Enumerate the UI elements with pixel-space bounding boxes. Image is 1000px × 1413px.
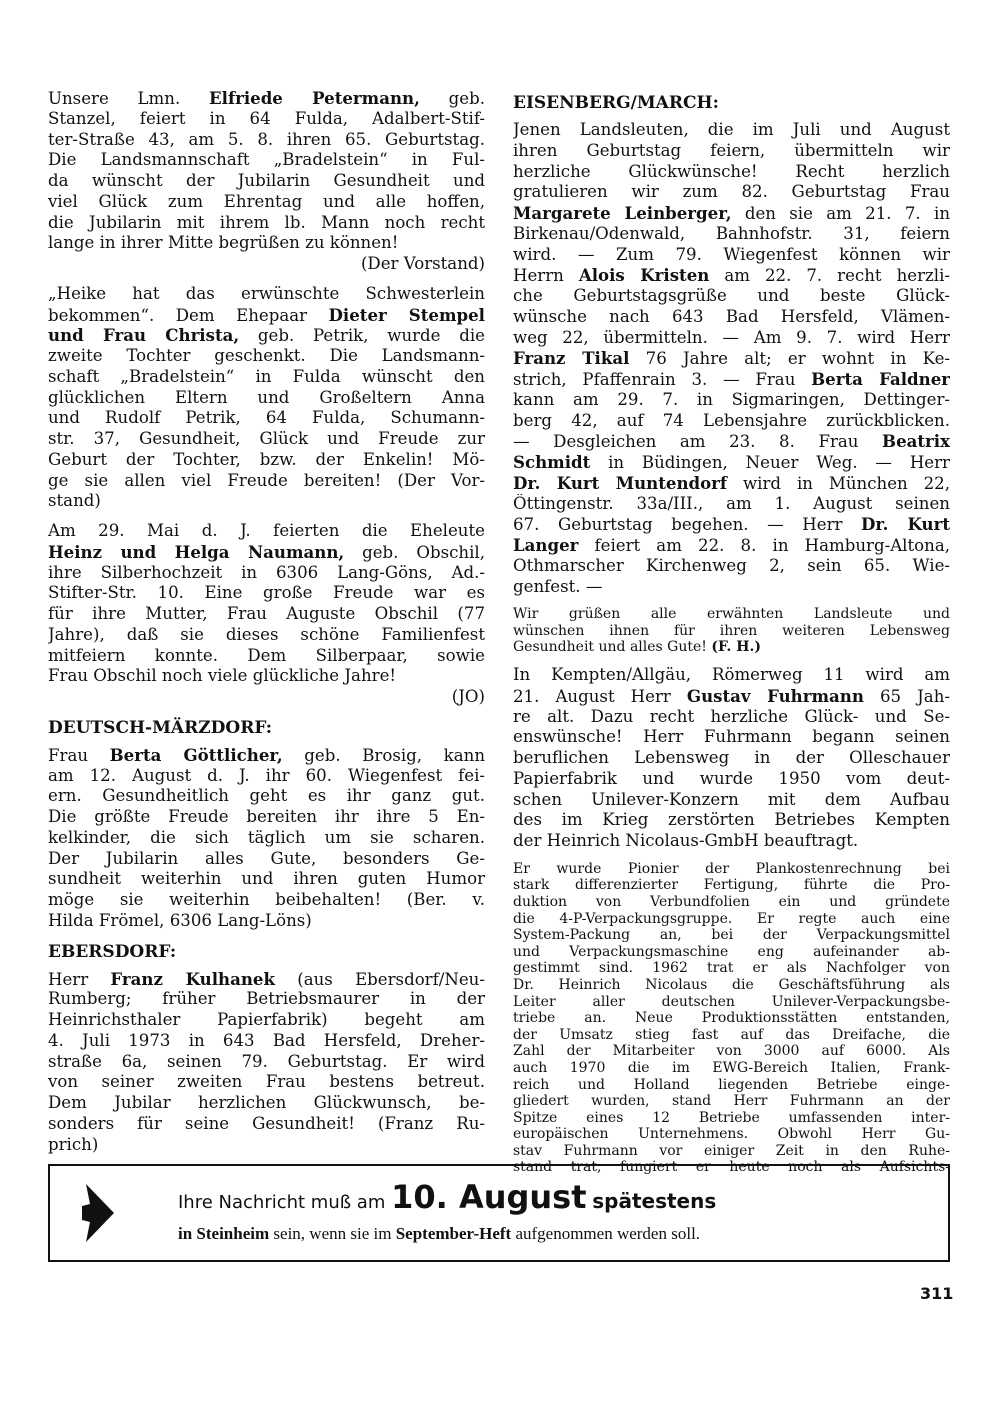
text-line: ge sie allen viel Freude bereiten! (Der Vor- <box>48 470 485 490</box>
name-highlight: und Frau Christa, <box>48 325 240 346</box>
text-line: wünsche nach 643 Bad Hersfeld, Vlämen- <box>513 306 950 326</box>
name-highlight: Franz Tikal <box>513 348 630 369</box>
name-highlight: Dr. Kurt Muntendorf <box>513 472 728 493</box>
section-heading: EISENBERG/MARCH: <box>513 93 719 113</box>
text-line: Der Jubilarin alles Gute, besonders Ge- <box>48 848 485 868</box>
text-line: ihren Geburtstag feiern, übermitteln wir <box>513 140 950 160</box>
text-line: Herr Franz Kulhanek (aus Ebersdorf/Neu- <box>48 968 485 989</box>
text-line: die Jubilarin mit ihrem lb. Mann noch recht <box>48 212 485 232</box>
text-line: genfest. — <box>513 576 603 596</box>
text-line: gestimmt sind. 1962 trat er als Nachfolger von <box>513 960 950 977</box>
text-line: Langer feiert am 22. 8. in Hamburg-Altona, <box>513 535 950 555</box>
text-line: „Heike hat das erwünschte Schwesterlein <box>48 283 485 303</box>
text-line: enswünsche! Herr Fuhrmann begann seinen <box>513 727 950 747</box>
arrow-right-icon <box>80 1182 116 1244</box>
paragraph <box>48 284 485 512</box>
text-line: — Desgleichen am 23. 8. Frau Beatrix <box>513 431 950 452</box>
text-line: von seiner zweiten Frau bestens betreut. <box>48 1072 485 1092</box>
text-line: berg 42, auf 74 Lebensjahre zurückblicken. <box>513 410 950 430</box>
page-number: 311 <box>920 1284 954 1303</box>
text-line: lange in ihrer Mitte begrüßen zu können! <box>48 233 399 253</box>
section-heading: EBERSDORF: <box>48 941 177 962</box>
notice-date: 10. August <box>391 1178 587 1216</box>
text-line: mitfeiern konnte. Dem Silberpaar, sowie <box>48 645 485 665</box>
text-line: Leiter aller deutschen Unilever-Verpackungsbe- <box>513 993 950 1010</box>
text-line: gliedert wurden, stand Herr Fuhrmann an der <box>513 1093 950 1110</box>
text-line: Jahre), daß sie dieses schöne Familienfest <box>48 624 485 644</box>
paragraph <box>48 521 485 708</box>
text-line: Papierfabrik und wurde 1950 vom deut- <box>513 768 950 788</box>
text-line: auch 1970 die im EWG-Bereich Italien, Frank- <box>513 1059 950 1076</box>
text-line: reich und Holland liegenden Betriebe einge- <box>513 1076 950 1093</box>
text-line: Frau Obschil noch viele glückliche Jahre! <box>48 666 397 686</box>
name-highlight: Heinz und Helga Naumann, <box>48 541 345 562</box>
name-highlight: (F. H.) <box>711 639 761 656</box>
text-line: Er wurde Pionier der Plankostenrechnung bei <box>513 860 950 877</box>
text-line: Geburt der Tochter, bzw. der Enkelin! Mö- <box>48 449 485 469</box>
text-line: gratulieren wir zum 82. Geburtstag Frau <box>513 182 950 202</box>
text-line: am 12. August d. J. ihr 60. Wiegenfest fei- <box>48 765 485 785</box>
text-line: In Kempten/Allgäu, Römerweg 11 wird am <box>513 665 950 685</box>
paragraph <box>48 88 485 275</box>
text-line: stav Fuhrmann vor einiger Zeit in den Ruhe- <box>513 1142 950 1159</box>
text-line: und Verpackungsmaschine eng aufeinander ab- <box>513 943 950 960</box>
text-line: kann am 29. 7. in Sigmaringen, Dettinger- <box>513 389 950 409</box>
text-line: Wir grüßen alle erwähnten Landsleute und <box>513 606 950 623</box>
text-line: die 4-P-Verpackungsgruppe. Er regte auch eine <box>513 910 950 927</box>
name-highlight: Elfriede Petermann, <box>209 88 420 108</box>
text-line: da wünscht der Jubilarin Gesundheit und <box>48 171 485 190</box>
text-line: zweite Tochter geschenkt. Die Landsmann- <box>48 346 485 365</box>
text-line: Heinz und Helga Naumann, geb. Obschil, <box>48 541 485 562</box>
name-highlight: Dieter Stempel <box>328 304 485 325</box>
text-line: bekommen“. Dem Ehepaar Dieter Stempel <box>48 304 485 325</box>
text-line: re alt. Dazu recht herzliche Glück- und Se- <box>513 706 950 726</box>
text-line: der Umsatz stieg fast auf das Dreifache, die <box>513 1026 950 1043</box>
text-line: Hilda Frömel, 6306 Lang-Löns) <box>48 910 312 930</box>
notice-text: sein, wenn sie im <box>273 1224 392 1243</box>
notice-line-1 <box>178 1178 716 1216</box>
text-line: sonders für seine Gesundheit! (Franz Ru- <box>48 1113 485 1133</box>
text-line: Margarete Leinberger, den sie am 21. 7. in <box>513 203 950 223</box>
name-highlight: Schmidt <box>513 452 591 472</box>
text-line: schaft „Bradelstein“ in Fulda wünscht den <box>48 366 485 386</box>
paragraph <box>513 120 950 597</box>
text-line: Unsere Lmn. Elfriede Petermann, geb. <box>48 88 485 108</box>
text-line: ern. Gesundheitlich geht es ihr ganz gut. <box>48 786 485 806</box>
text-line: Stifter-Str. 10. Eine große Freude war es <box>48 583 485 603</box>
name-highlight: Gustav Fuhrmann <box>686 685 864 706</box>
name-highlight: Franz Kulhanek <box>110 968 275 989</box>
notice-issue: September-Heft <box>395 1224 512 1243</box>
text-line: der Heinrich Nicolaus-GmbH beauftragt. <box>513 831 859 851</box>
name-highlight: Langer <box>513 535 579 555</box>
notice-text: aufgenommen werden soll. <box>515 1224 701 1243</box>
text-line: ter-Straße 43, am 5. 8. ihren 65. Geburtstag. <box>48 129 485 149</box>
text-line: che Geburtstagsgrüße und beste Glück- <box>513 286 950 305</box>
text-line: und Frau Christa, geb. Petrik, wurde die <box>48 325 485 346</box>
text-line: für ihre Mutter, Frau Auguste Obschil (77 <box>48 604 485 623</box>
text-line: Birkenau/Odenwald, Bahnhofstr. 31, feiern <box>513 223 950 243</box>
text-line: europäischen Unternehmens. Obwohl Herr Gu- <box>513 1126 950 1143</box>
text-line: straße 6a, seinen 79. Geburtstag. Er wird <box>48 1051 485 1071</box>
text-line: weg 22, übermitteln. — Am 9. 7. wird Herr <box>513 327 950 347</box>
text-line: stark differenzierter Fertigung, führte die Pro- <box>513 877 950 894</box>
text-line: schen Unilever-Konzern mit dem Aufbau <box>513 789 950 809</box>
right-column <box>513 88 950 1185</box>
small-print-paragraph <box>513 861 950 1176</box>
text-line: Dem Jubilar herzlichen Glückwunsch, be- <box>48 1093 485 1112</box>
left-column <box>48 88 485 1164</box>
paragraph <box>48 745 485 932</box>
notice-text: Ihre Nachricht muß am <box>178 1192 386 1213</box>
text-line: wünschen ihnen für ihren weiteren Lebensweg <box>513 622 950 639</box>
text-line: Gesundheit und alles Gute! (F. H.) <box>513 639 761 656</box>
text-line: Zahl der Mitarbeiter von 3000 auf 6000. Als <box>513 1043 950 1060</box>
deadline-notice-box <box>48 1164 950 1262</box>
name-highlight: Alois Kristen <box>578 265 710 286</box>
name-highlight: Beatrix <box>882 431 950 452</box>
text-line: Othmarscher Kirchenweg 2, sein 65. Wie- <box>513 555 950 575</box>
text-line: Rumberg; früher Betriebsmaurer in der <box>48 989 485 1009</box>
text-line: wird. — Zum 79. Wiegenfest können wir <box>513 244 950 264</box>
text-line: Jenen Landsleuten, die im Juli und August <box>513 120 950 139</box>
notice-line-2 <box>178 1224 700 1244</box>
text-line: 67. Geburtstag begehen. — Herr Dr. Kurt <box>513 514 950 535</box>
text-line: herzliche Glückwünsche! Recht herzlich <box>513 161 950 181</box>
text-line: Spitze eines 12 Betriebe umfassenden inter- <box>513 1109 950 1126</box>
text-line: Öttingenstr. 33a/III., am 1. August seinen <box>513 493 950 513</box>
text-line: des im Krieg zerstörten Betriebes Kempten <box>513 810 950 830</box>
text-line: ihre Silberhochzeit in 6306 Lang-Göns, Ad.- <box>48 562 485 582</box>
name-highlight: Berta Göttlicher, <box>109 744 283 765</box>
text-line: triebe an. Neue Produktionsstätten entstanden, <box>513 1010 950 1027</box>
text-line: sundheit weiterhin und ihren guten Humor <box>48 869 485 889</box>
text-line: stand trat, fungiert er heute noch als Aufsichts- <box>513 1159 950 1176</box>
name-highlight: Dr. Kurt <box>861 514 950 535</box>
text-line: str. 37, Gesundheit, Glück und Freude zur <box>48 429 485 448</box>
signature: (Der Vorstand) <box>360 254 485 273</box>
text-line: System-Packung an, bei der Verpackungsmittel <box>513 927 950 944</box>
text-line: Stanzel, feiert in 64 Fulda, Adalbert-Stif- <box>48 108 485 128</box>
text-line: Die Landsmannschaft „Bradelstein“ in Ful- <box>48 150 485 170</box>
paragraph <box>48 969 485 1156</box>
paragraph <box>513 665 950 852</box>
name-highlight: Margarete Leinberger, <box>513 203 732 223</box>
text-line: viel Glück zum Ehrentag und alle hoffen, <box>48 191 485 211</box>
signature: (JO) <box>451 687 485 706</box>
notice-place: in Steinheim <box>178 1224 270 1243</box>
text-line: Die größte Freude bereiten ihr ihre 5 En- <box>48 807 485 826</box>
small-print-paragraph <box>513 606 950 656</box>
section-heading: DEUTSCH-MÄRZDORF: <box>48 717 273 738</box>
text-line: strich, Pfaffenrain 3. — Frau Berta Faldner <box>513 369 950 389</box>
text-line: beruflichen Lebensweg in der Olleschauer <box>513 748 950 768</box>
text-line: glücklichen Eltern und Großeltern Anna <box>48 387 485 407</box>
text-line: 4. Juli 1973 in 643 Bad Hersfeld, Dreher- <box>48 1030 485 1050</box>
text-line: Herrn Alois Kristen am 22. 7. recht herzli- <box>513 265 950 286</box>
notice-text: spätestens <box>592 1189 717 1213</box>
text-line: Dr. Heinrich Nicolaus die Geschäftsführung als <box>513 976 950 993</box>
text-line: Am 29. Mai d. J. feierten die Eheleute <box>48 521 485 540</box>
text-line: und Rudolf Petrik, 64 Fulda, Schumann- <box>48 408 485 428</box>
text-line: kelkinder, die sich täglich um sie scharen. <box>48 827 485 847</box>
text-line: Dr. Kurt Muntendorf wird in München 22, <box>513 472 950 493</box>
text-line: Franz Tikal 76 Jahre alt; er wohnt in Ke- <box>513 348 950 369</box>
name-highlight: Berta Faldner <box>811 369 950 389</box>
text-line: Heinrichsthaler Papierfabrik) begeht am <box>48 1010 485 1029</box>
text-line: stand) <box>48 491 101 511</box>
text-line: prich) <box>48 1134 99 1154</box>
text-line: 21. August Herr Gustav Fuhrmann 65 Jah- <box>513 685 950 706</box>
text-line: Frau Berta Göttlicher, geb. Brosig, kann <box>48 744 485 765</box>
text-line: duktion von Verbundfolien ein und gründete <box>513 893 950 910</box>
text-line: möge sie weiterhin beibehalten! (Ber. v. <box>48 890 485 909</box>
text-line: Schmidt in Büdingen, Neuer Weg. — Herr <box>513 452 950 472</box>
